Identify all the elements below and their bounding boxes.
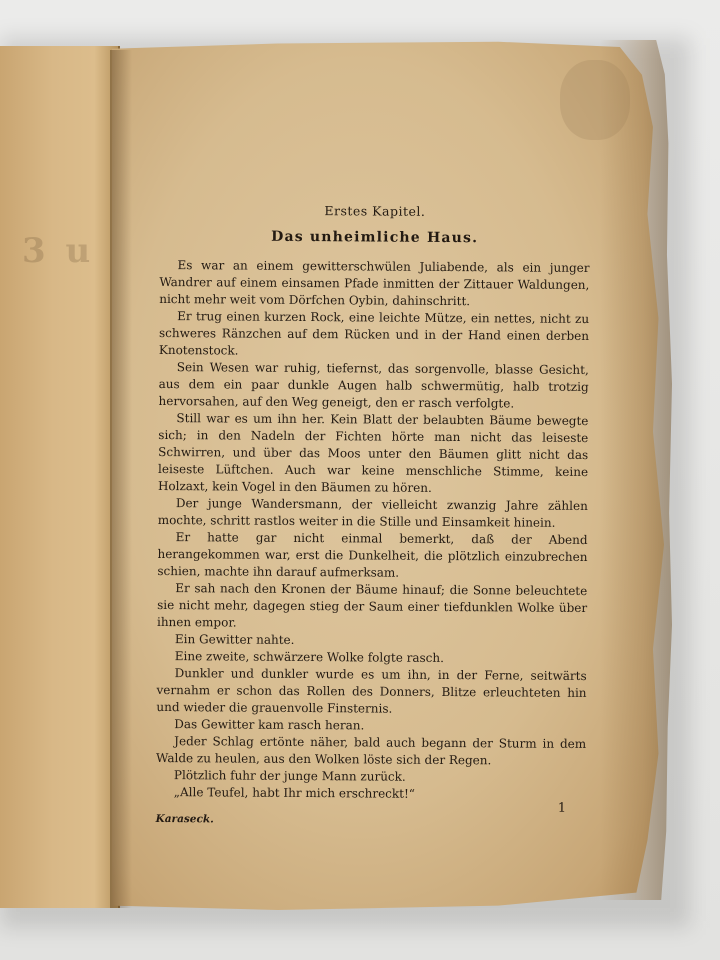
- worn-page-edge: [600, 40, 672, 900]
- page-text: [156, 195, 590, 834]
- paragraph: Das Gewitter kam rasch heran.: [174, 717, 365, 733]
- chapter-heading: Erstes Kapitel.: [324, 203, 426, 219]
- paragraph: Er sah nach den Kronen der Bäume hinauf; die Sonne beleuchtete sie nicht mehr, dagegen stieg der Saum einer tiefdunklen Wolke über ihnen empor.: [156, 581, 588, 630]
- paragraph: Es war an einem gewitterschwülen Juliabende, als ein junger Wandrer auf einem einsamen Pfade inmitten der Zittauer Waldungen, nicht mehr weit vom Dörfchen Oybin, dahinschritt.: [159, 258, 590, 309]
- paragraph: Dunkler und dunkler wurde es um ihn, in der Ferne, seitwärts vernahm er schon das Rollen des Donners, Blitze erleuchteten hin und wieder die grauenvolle Finsternis.: [156, 666, 587, 716]
- paragraph: Still war es um ihn her. Kein Blatt der belaubten Bäume bewegte sich; in den Nadeln der Fichten hörte man nicht das leiseste Schwirren, und über das Moos unter den Bäumen glitt nicht das leiseste Lüftchen. Auch war keine menschliche Stimme, keine Holzaxt, kein Vogel in den Bäumen zu hören.: [157, 411, 589, 495]
- chapter-title: Das unheimliche Haus.: [271, 228, 479, 247]
- left-page-edge: [0, 46, 120, 908]
- book-gutter: [110, 50, 132, 908]
- paragraph: Eine zweite, schwärzere Wolke folgte rasch.: [174, 649, 445, 665]
- page-footer: [155, 800, 586, 834]
- paragraph: „Alle Teufel, habt Ihr mich erschreckt!“: [173, 785, 416, 801]
- page-number: 1: [557, 800, 567, 816]
- paragraph: Plötzlich fuhr der junge Mann zurück.: [173, 768, 406, 784]
- paragraph: Ein Gewitter nahte.: [174, 632, 295, 647]
- paragraph: Sein Wesen war ruhig, tiefernst, das sorgenvolle, blasse Gesicht, aus dem ein paar dunkle Augen halb schwermütig, halb trotzig hervorsahen, auf den Weg geneigt, den er rasch verfolgte.: [158, 360, 589, 411]
- paragraph: Der junge Wandersmann, der vielleicht zwanzig Jahre zählen mochte, schritt rastlos weiter in die Stille und Einsamkeit hinein.: [157, 496, 588, 530]
- paragraph: Er trug einen kurzen Rock, eine leichte Mütze, ein nettes, nicht zu schweres Ränzchen auf dem Rücken und in der Hand einen derben Knotenstock.: [158, 309, 590, 358]
- paragraph: Jeder Schlag ertönte näher, bald auch begann der Sturm in dem Walde zu heulen, aus den Wolken löste sich der Regen.: [156, 734, 587, 768]
- signature-mark: Karaseck.: [155, 812, 214, 826]
- paragraph: Er hatte gar nicht einmal bemerkt, daß der Abend herangekommen war, erst die Dunkelheit, die plötzlich einzubrechen schien, machte ihn darauf aufmerksam.: [157, 530, 588, 580]
- show-through-lettering: 3 u: [22, 231, 95, 271]
